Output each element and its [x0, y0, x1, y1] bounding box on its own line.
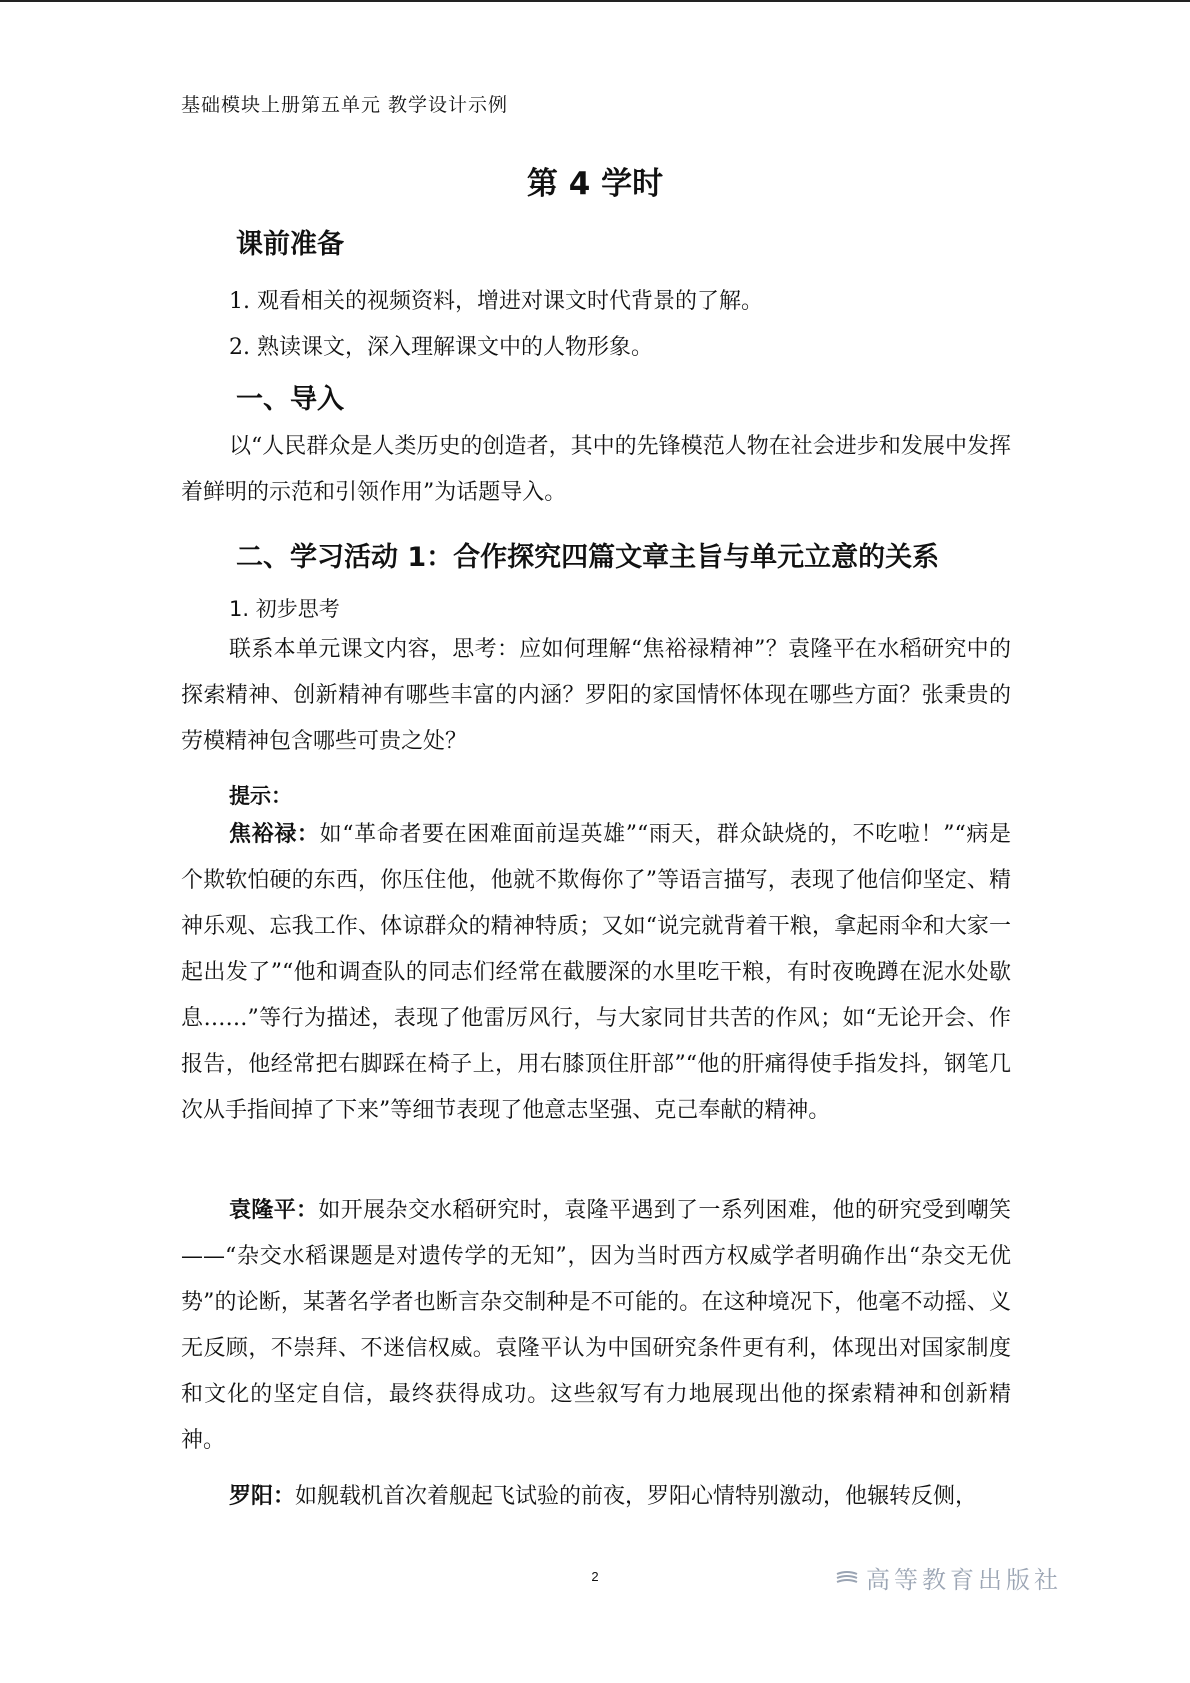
text-yuan-longping: 如开展杂交水稻研究时，袁隆平遇到了一系列困难，他的研究受到嘲笑——“杂交水稻课题是对遗传学的无知”，因为当时西方权威学者明确作出“杂交无优势”的论断，某著名学者也断言杂交制种是不可能的。在这种境况下，他毫不动摇、义无反顾，不崇拜、不迷信权威。袁隆平认为中国研究条件更有利，体现出对国家制度和文化的坚定自信，最终获得成功。这些叙写有力地展现出他的探索精神和创新精神。	[181, 1198, 1011, 1453]
prep-item-2: 2. 熟读课文，深入理解课文中的人物形象。	[229, 335, 653, 360]
page-number: 2	[591, 1569, 599, 1584]
question-paragraph: 联系本单元课文内容，思考：应如何理解“焦裕禄精神”？袁隆平在水稻研究中的探索精神、创新精神有哪些丰富的内涵？罗阳的家国情怀体现在哪些方面？张秉贵的劳模精神包含哪些可贵之处？	[181, 637, 1011, 754]
publisher-logo	[836, 1560, 1062, 1595]
paragraph-yuan-longping	[181, 1188, 1011, 1464]
running-head: 基础模块上册第五单元 教学设计示例	[181, 94, 509, 116]
text-jiao-yulu: 如“革命者要在困难面前逞英雄”“雨天，群众缺烧的，不吃啦！”“病是个欺软怕硬的东西，你压住他，他就不欺侮你了”等语言描写，表现了他信仰坚定、精神乐观、忘我工作、体谅群众的精神特质；又如“说完就背着干粮，拿起雨伞和大家一起出发了”“他和调查队的同志们经常在截腰深的水里吃干粮，有时夜晚蹲在泥水处歇息……”等行为描述，表现了他雷厉风行，与大家同甘共苦的作风；如“无论开会、作报告，他经常把右脚踩在椅子上，用右膝顶住肝部”“他的肝痛得使手指发抖，钢笔几次从手指间掉了下来”等细节表现了他意志坚强、克己奉献的精神。	[181, 822, 1011, 1123]
top-rule	[0, 0, 1190, 2]
text-luo-yang: 如舰载机首次着舰起飞试验的前夜，罗阳心情特别激动，他辗转反侧，	[295, 1484, 978, 1509]
paragraph-jiao-yulu	[181, 812, 1011, 1134]
heading-activity-1: 二、学习活动 1：合作探究四篇文章主旨与单元立意的关系	[236, 542, 940, 573]
page-title: 第 4 学时	[526, 166, 664, 202]
publisher-name: 高等教育出版社	[866, 1566, 1062, 1594]
heading-prep: 课前准备	[236, 229, 344, 260]
heading-intro: 一、导入	[236, 384, 344, 415]
label-luo-yang: 罗阳：	[229, 1484, 296, 1509]
paragraph-luo-yang	[181, 1474, 1011, 1520]
subheading-initial-thinking: 1. 初步思考	[229, 597, 340, 621]
hint-label: 提示：	[229, 784, 292, 808]
intro-paragraph: 以“人民群众是人类历史的创造者，其中的先锋模范人物在社会进步和发展中发挥着鲜明的示范和引领作用”为话题导入。	[181, 434, 1011, 505]
label-jiao-yulu: 焦裕禄：	[229, 822, 320, 847]
publisher-logo-icon	[836, 1570, 858, 1586]
prep-item-1: 1. 观看相关的视频资料，增进对课文时代背景的了解。	[229, 289, 763, 314]
label-yuan-longping: 袁隆平：	[229, 1198, 319, 1223]
